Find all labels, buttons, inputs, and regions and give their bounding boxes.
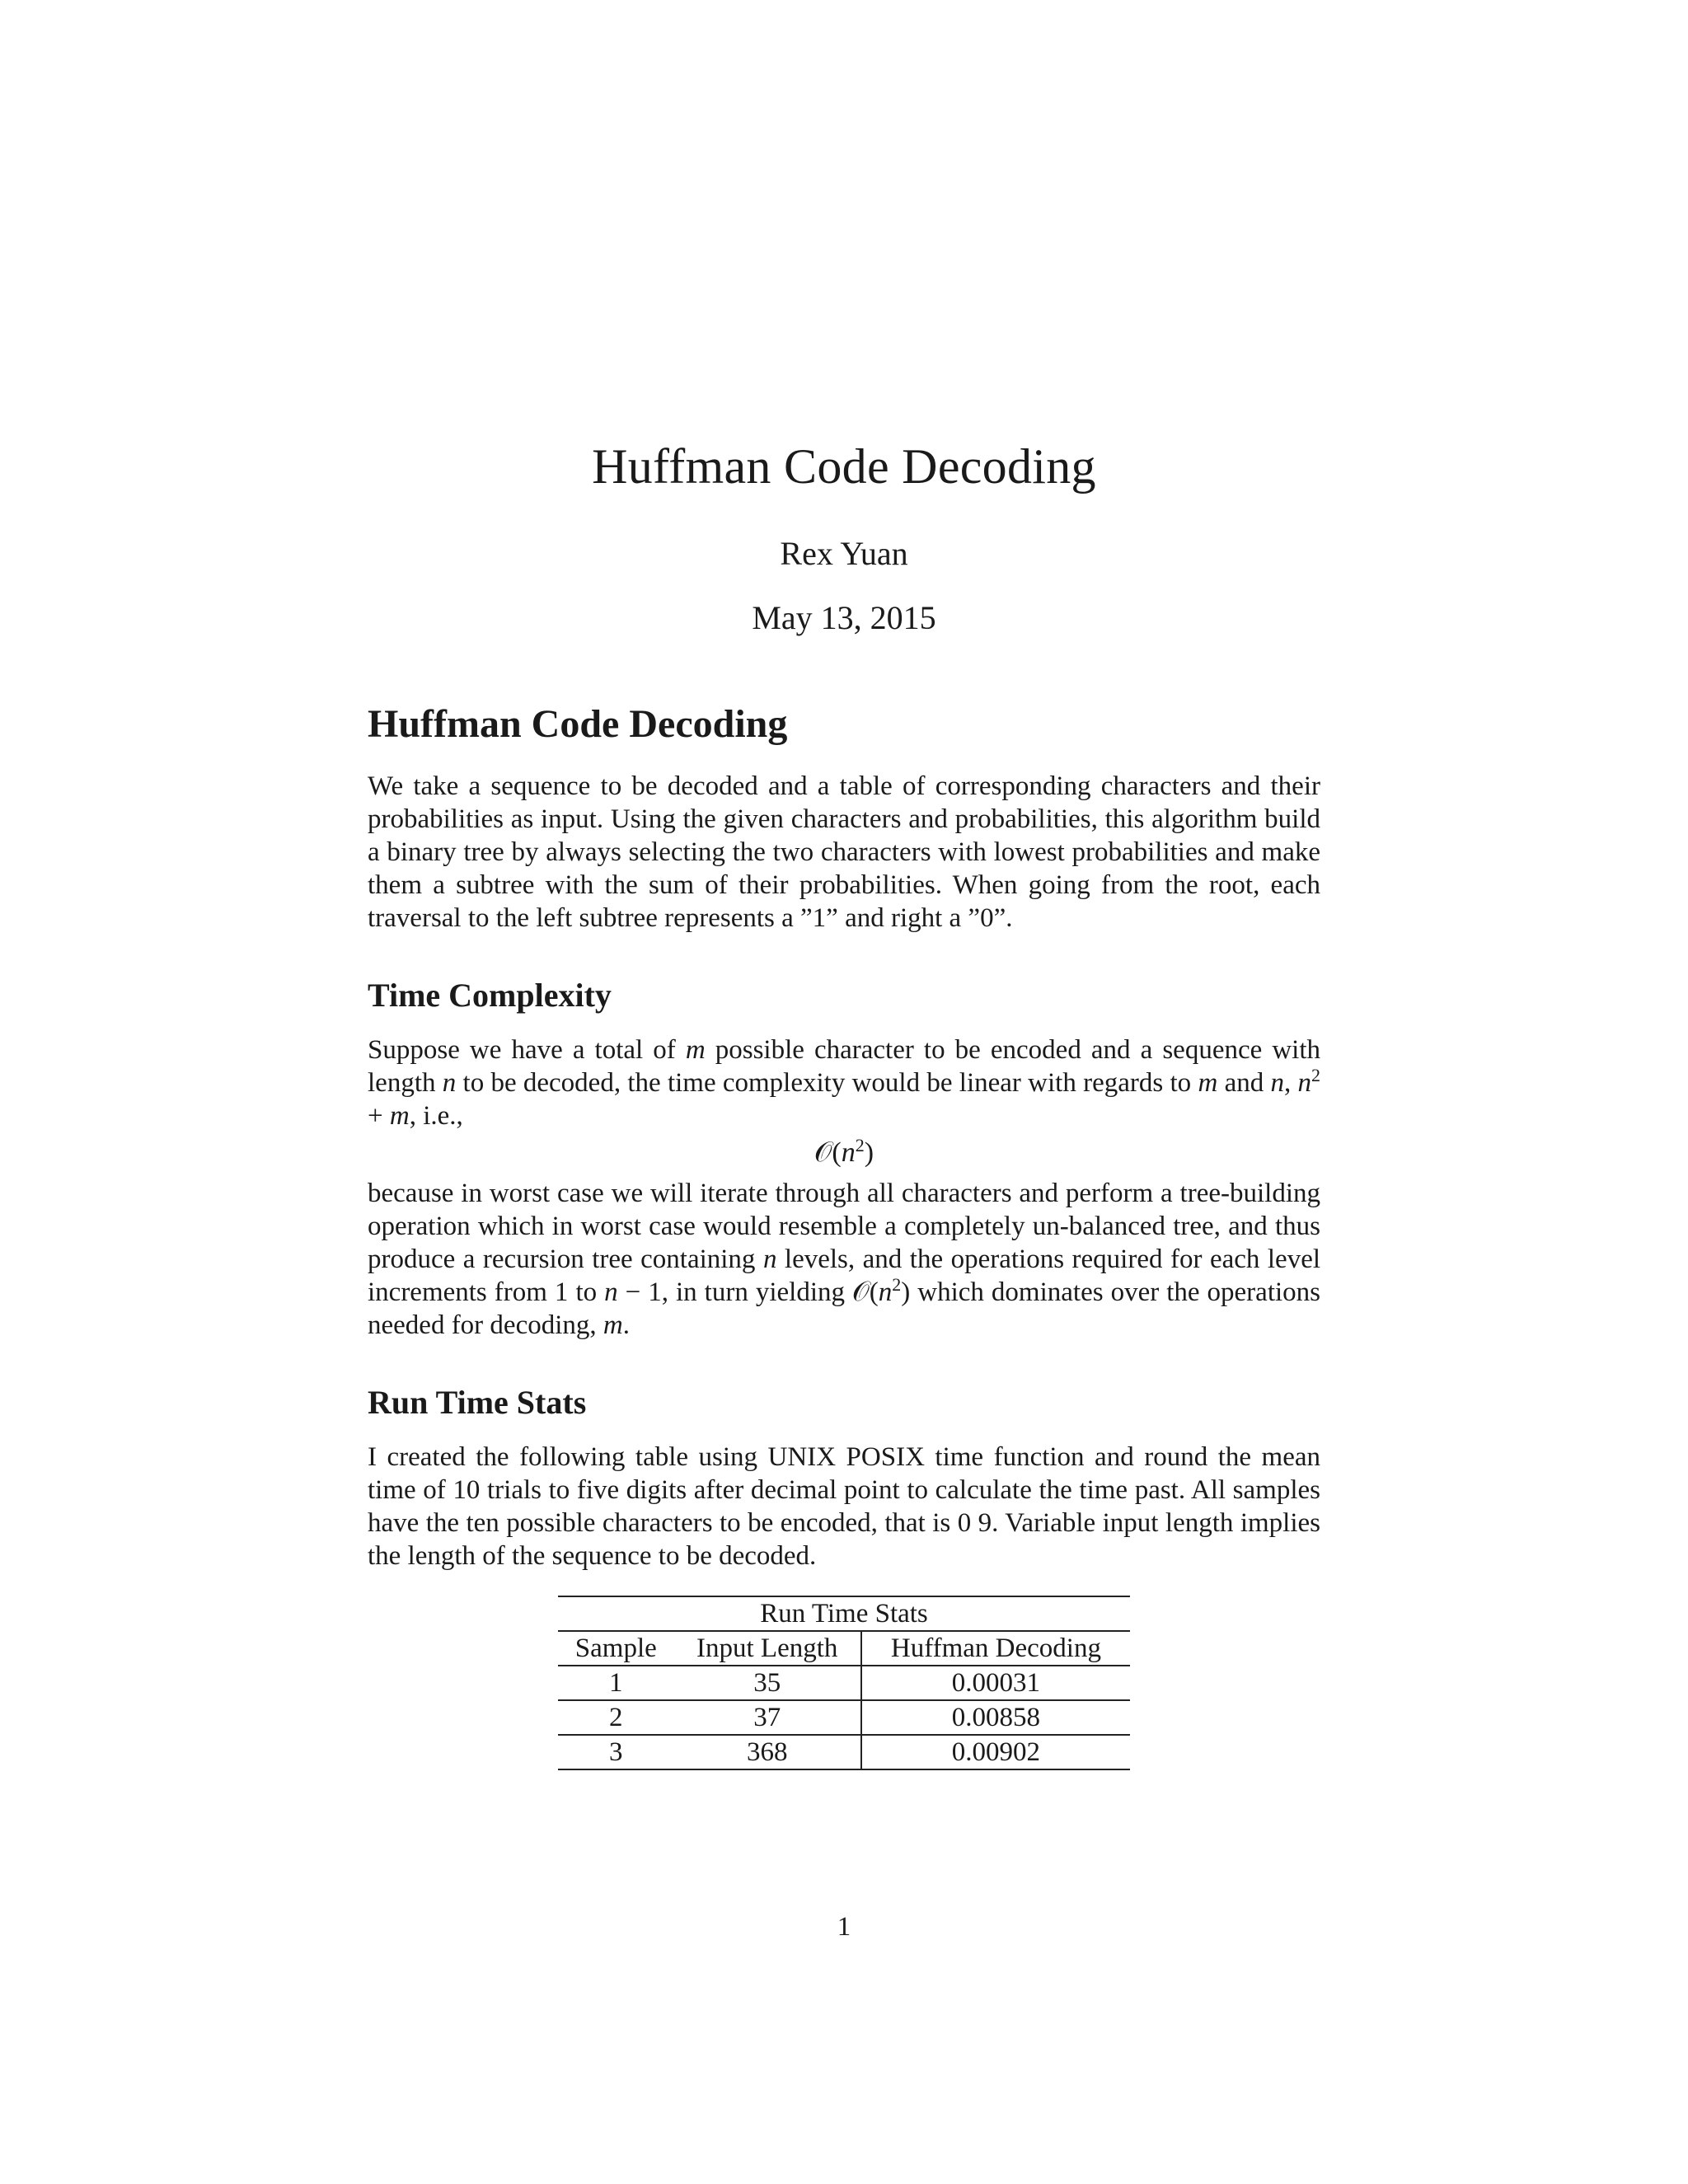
big-o-equation: $𝒪(n^2)$ xyxy=(814,1134,874,1168)
table-caption: Run Time Stats xyxy=(558,1596,1130,1632)
run-time-stats-heading: Run Time Stats xyxy=(368,1383,587,1421)
time-complexity-paragraph-2: because in worst case we will iterate through all characters and perform a tree-building operation which in worst case would resemble a completely un-balanced tree, and thus produce a recursion tree containing n levels, and the operations required for each level increments from 1 to n − 1, in turn yielding $𝒪(n^2)$ which dominates over the operations needed for decoding, m. xyxy=(368,1178,1321,1340)
table-row xyxy=(558,1735,1130,1769)
cell-input-length: 37 xyxy=(674,1700,861,1735)
cell-input-length: 368 xyxy=(674,1735,861,1769)
run-time-paragraph: I created the following table using UNIX POSIX time function and round the mean time of 10 trials to five digits after decimal point to calculate the time past. All samples have the ten possible characters to be encoded, that is 0 9. Variable input length implies the length of the sequence to be decoded. xyxy=(368,1441,1320,1571)
time-complexity-heading: Time Complexity xyxy=(368,976,612,1014)
section-heading: Huffman Code Decoding xyxy=(368,702,788,746)
table-header-row xyxy=(558,1632,1130,1666)
cell-sample: 2 xyxy=(558,1700,674,1735)
header-sample: Sample xyxy=(558,1632,674,1666)
time-complexity-paragraph-1: Suppose we have a total of m possible character to be encoded and a sequence with length n to be decoded, the time complexity would be linear with regards to m and n, $n^2 + m$, i.e., xyxy=(368,1034,1321,1131)
table-row xyxy=(558,1666,1130,1700)
page-number: 1 xyxy=(837,1912,851,1942)
document-author: Rex Yuan xyxy=(780,535,908,572)
document-body xyxy=(368,701,1320,1770)
header-input-length: Input Length xyxy=(674,1632,861,1666)
table-row xyxy=(558,1700,1130,1735)
cell-sample: 3 xyxy=(558,1735,674,1769)
cell-decoding-time: 0.00031 xyxy=(861,1666,1130,1700)
cell-decoding-time: 0.00858 xyxy=(861,1700,1130,1735)
run-time-table xyxy=(558,1596,1130,1770)
cell-input-length: 35 xyxy=(674,1666,861,1700)
cell-sample: 1 xyxy=(558,1666,674,1700)
document-date: May 13, 2015 xyxy=(752,599,936,636)
cell-decoding-time: 0.00902 xyxy=(861,1735,1130,1769)
header-huffman-decoding: Huffman Decoding xyxy=(861,1632,1130,1666)
document-title: Huffman Code Decoding xyxy=(592,439,1096,494)
intro-paragraph: We take a sequence to be decoded and a table of corresponding characters and their probabilities as input. Using the given characters and probabilities, this algorithm build a binary tree by always selecting the two characters with lowest probabilities and make them a subtree with the sum of their probabilities. When going from the root, each traversal to the left subtree represents a ”1” and right a ”0”. xyxy=(368,771,1320,933)
run-time-table-wrapper xyxy=(558,1596,1130,1770)
